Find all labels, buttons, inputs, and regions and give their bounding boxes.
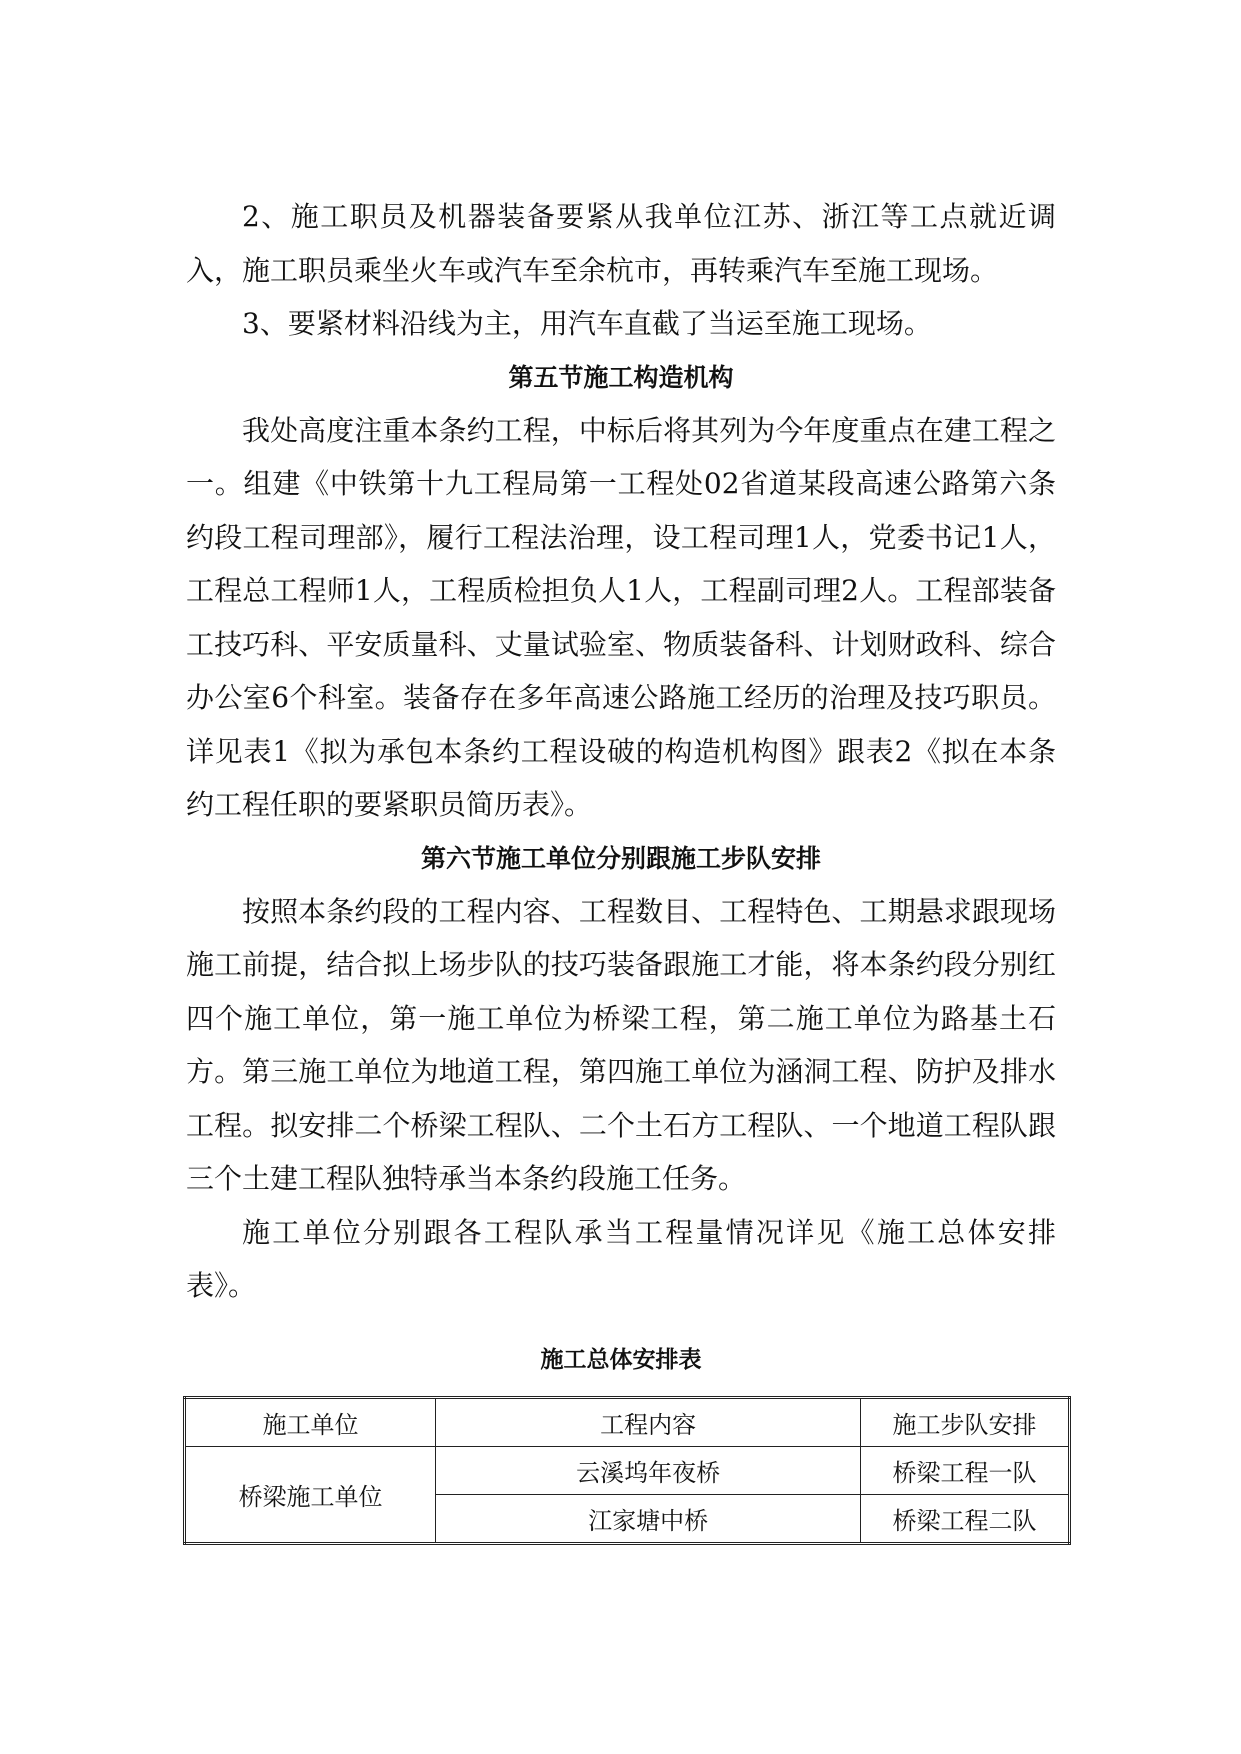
section-6-paragraph-2: 施工单位分别跟各工程队承当工程量情况详见《施工总体安排表》。 [186, 1215, 1056, 1302]
table-cell-content: 江家塘中桥 [436, 1494, 861, 1543]
paragraph-transport-materials: 3、要紧材料沿线为主，用汽车直截了当运至施工现场。 [242, 307, 932, 340]
document-page [186, 190, 1056, 1545]
table-cell-content: 云溪坞年夜桥 [436, 1446, 861, 1494]
table-row [185, 1446, 1070, 1494]
construction-schedule-table [183, 1396, 1071, 1545]
table-cell-team: 桥梁工程二队 [861, 1494, 1070, 1543]
paragraph-transport-personnel: 2、施工职员及机器装备要紧从我单位江苏、浙江等工点就近调入，施工职员乘坐火车或汽车至余杭市，再转乘汽车至施工现场。 [186, 200, 1056, 287]
table-header-cell: 工程内容 [436, 1397, 861, 1446]
table-header-cell: 施工步队安排 [861, 1397, 1070, 1446]
table-header-row [185, 1397, 1070, 1446]
section-5-paragraph: 我处高度注重本条约工程，中标后将其列为今年度重点在建工程之一。组建《中铁第十九工程局第一工程处02省道某段高速公路第六条约段工程司理部》，履行工程法治理，设工程司理1人，党委书记1人，工程总工程师1人，工程质检担负人1人，工程副司理2人。工程部装备工技巧科、平安质量科、丈量试验室、物质装备科、计划财政科、综合办公室6个科室。装备存在多年高速公路施工经历的治理及技巧职员。详见表1《拟为承包本条约工程设破的构造机构图》跟表2《拟在本条约工程任职的要紧职员简历表》。 [186, 413, 1056, 821]
section-6-paragraph-1: 按照本条约段的工程内容、工程数目、工程特色、工期悬求跟现场施工前提，结合拟上场步队的技巧装备跟施工才能，将本条约段分别红四个施工单位，第一施工单位为桥梁工程，第二施工单位为路基土石方。第三施工单位为地道工程，第四施工单位为涵洞工程、防护及排水工程。拟安排二个桥梁工程队、二个土石方工程队、一个地道工程队跟三个土建工程队独特承当本条约段施工任务。 [186, 894, 1056, 1195]
table-title: 施工总体安排表 [540, 1346, 702, 1373]
table-header-cell: 施工单位 [185, 1397, 436, 1446]
table-cell-team: 桥梁工程一队 [861, 1446, 1070, 1494]
section-6-heading: 第六节施工单位分别跟施工步队安排 [420, 843, 821, 873]
table-group-cell: 桥梁施工单位 [185, 1446, 436, 1543]
section-5-heading: 第五节施工构造机构 [508, 362, 734, 392]
